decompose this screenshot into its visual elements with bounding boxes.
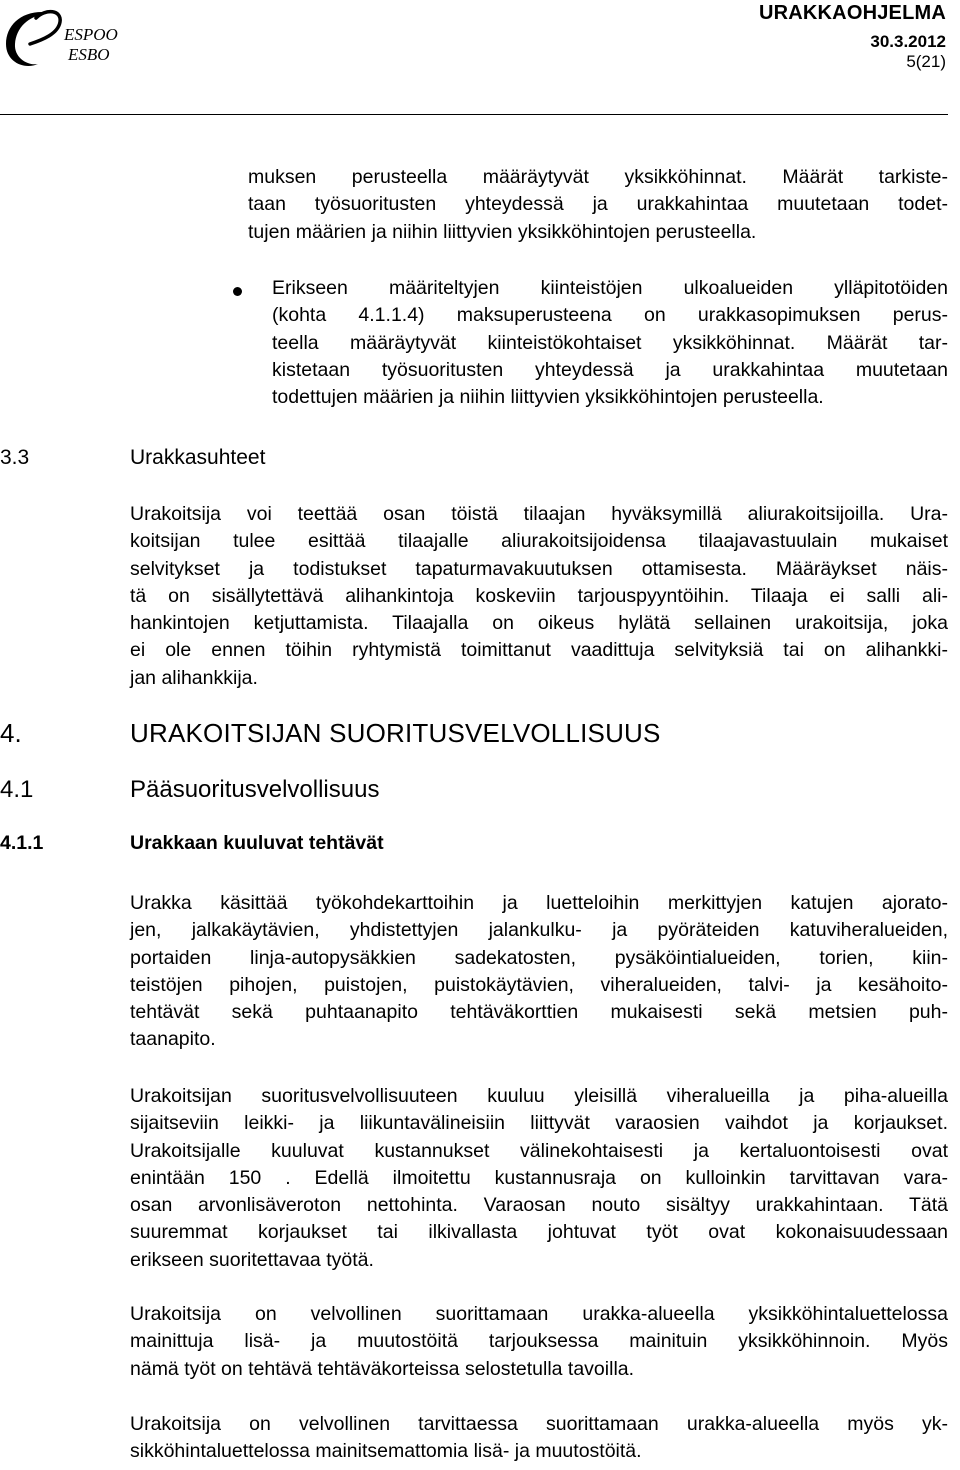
svg-text:ESBO: ESBO [68,45,110,64]
text-line: koitsijan tulee esittää tilaajalle aliurakoitsijoidensa tilaajavastuulain mukaiset [130,530,948,553]
text-line: mainittuja lisä- ja muutostöitä tarjouksessa mainituin yksikköhinnoin. Myös [130,1330,948,1353]
paragraph-spare-parts [130,1083,948,1274]
paragraph-urakka-scope [130,890,948,1054]
text-line: jan alihankkija. [130,666,258,689]
document-date: 30.3.2012 [870,32,946,51]
page-number: 5(21) [906,52,946,71]
text-line: Erikseen määriteltyjen kiinteistöjen ulkoalueiden ylläpitotöiden [272,277,948,299]
text-line: Urakoitsijan suoritusvelvollisuuteen kuuluu yleisillä viheralueilla ja piha-alueilla [130,1085,948,1107]
text-line: erikseen suoritettavaa työtä. [130,1248,374,1271]
section-4-1-1-number: 4.1.1 [0,832,44,854]
section-3-3-paragraph [130,501,948,692]
text-line: sijaitseviin leikki- ja liikuntavälineisiin liittyvät varaosien vaihdot ja korjaukset. [130,1112,948,1135]
text-line: tehtävät sekä puhtaanapito tehtäväkorttien mukaisesti sekä metsien puh- [130,1001,948,1024]
text-line: taan työsuoritusten yhteydessä ja urakkahintaa muutetaan todet- [248,193,948,216]
document-title: URAKKAOHJELMA [758,2,946,24]
section-4-1-heading: Pääsuoritusvelvollisuus [130,776,380,803]
text-line: Urakoitsija on velvollinen suorittamaan urakka-alueella yksikköhintaluettelossa [130,1303,948,1325]
text-line: sikköhintaluettelossa mainitsemattomia lisä- ja muutostöitä. [130,1440,642,1463]
text-line: muksen perusteella määräytyvät yksikköhinnat. Määrät tarkiste- [248,166,948,188]
text-line: teella määräytyvät kiinteistökohtaiset yksikköhinnat. Määrät tar- [272,331,948,354]
espoo-esbo-logo [2,4,152,74]
text-line: todettujen määrien ja niihin liittyvien yksikköhintojen perusteella. [272,386,824,409]
paragraph-extra-work-listed [130,1301,948,1383]
text-line: kistetaan työsuoritusten yhteydessä ja urakkahintaa muutetaan [272,358,948,381]
text-line: suuremmat korjaukset tai ilkivallasta johtuvat työt ovat kokonaisuudessaan [130,1221,948,1244]
header-divider [0,114,948,115]
text-line: osan arvonlisäveroton nettohinta. Varaosan nouto sisältyy urakkahintaan. Tätä [130,1194,948,1217]
section-4-number: 4. [0,718,22,748]
text-line: Urakoitsija on velvollinen tarvittaessa suorittamaan urakka-alueella myös yk- [130,1413,948,1435]
text-line: taanapito. [130,1028,216,1051]
text-line: nämä työt on tehtävä tehtäväkorteissa selostetulla tavoilla. [130,1357,635,1380]
text-line: hankintojen ketjuttamista. Tilaajalla on oikeus hylätä sellainen urakoitsija, joka [130,612,948,635]
svg-text:ESPOO: ESPOO [64,25,118,44]
text-line: Urakoitsija voi teettää osan töistä tilaajan hyväksymillä aliurakoitsijoilla. Ura- [130,503,948,525]
text-line: teistöjen pihojen, puistojen, puistokäytävien, viheralueiden, talvi- ja kesähoito- [130,973,948,996]
text-line: tä on sisällytettävä alihankintoja koskeviin tarjouspyyntöihin. Tilaaja ei salli ali- [130,584,948,607]
bullet-paragraph [272,275,948,411]
text-line: jen, jalkakäytävien, yhdistettyjen jalankulku- ja pyöräteiden katuviheralueiden, [130,919,948,942]
section-3-3-number: 3.3 [0,446,30,469]
continued-paragraph [248,164,948,246]
text-line: selvitykset ja todistukset tapaturmavakuutuksen ottamisesta. Määräykset näis- [130,557,948,580]
bullet-icon [233,287,242,296]
section-4-1-1-heading: Urakkaan kuuluvat tehtävät [130,832,384,854]
paragraph-extra-work-unlisted [130,1411,948,1466]
text-line: tujen määrien ja niihin liittyvien yksikköhintojen perusteella. [248,220,757,243]
section-4-1-number: 4.1 [0,776,34,803]
text-line: portaiden linja-autopysäkkien sadekatosten, pysäköintialueiden, torien, kiin- [130,946,948,969]
text-line: (kohta 4.1.1.4) maksuperusteena on urakkasopimuksen perus- [272,304,948,327]
section-4-heading: URAKOITSIJAN SUORITUSVELVOLLISUUS [130,718,661,748]
text-line: ei ole ennen töihin ryhtymistä toimittanut vaadittuja selvityksiä tai on alihankki- [130,639,948,662]
text-line: Urakoitsijalle kuuluvat kustannukset välinekohtaisesti ja kertaluontoisesti ovat [130,1139,948,1162]
text-line: enintään 150 . Edellä ilmoitettu kustannusraja on kulloinkin tarvittavan vara- [130,1166,948,1189]
section-3-3-heading: Urakkasuhteet [130,446,266,469]
text-line: Urakka käsittää työkohdekarttoihin ja luetteloihin merkittyjen katujen ajorato- [130,892,948,914]
